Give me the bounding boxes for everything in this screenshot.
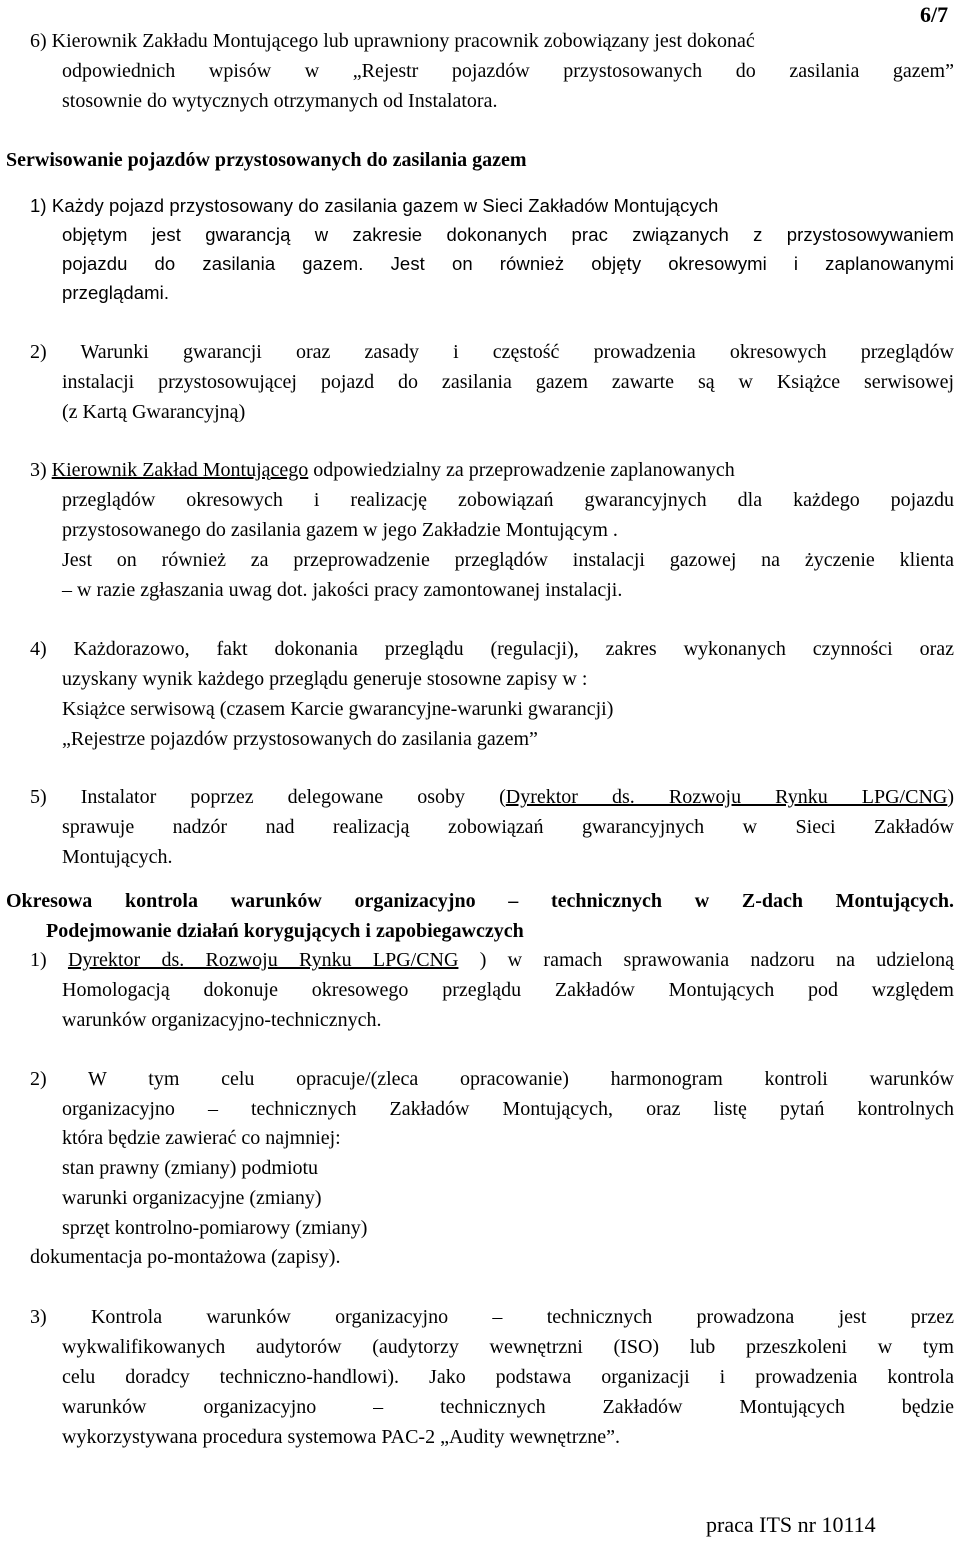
s2-paragraph-2-line-3: która będzie zawierać co najmniej: <box>62 1127 341 1149</box>
s2-p1-prefix: 1) <box>30 949 68 971</box>
paragraph-6-line-1: 6) Kierownik Zakładu Montującego lub uprawniony pracownik zobowiązany jest dokonać <box>30 30 755 52</box>
s1-paragraph-3-line-2: przeglądów okresowych i realizację zobowiązań gwarancyjnych dla każdego pojazdu <box>62 489 954 511</box>
s2-paragraph-2-line-2: organizacyjno – technicznych Zakładów Montujących, oraz listę pytań kontrolnych <box>62 1098 954 1120</box>
s1-p3-prefix: 3) <box>30 459 52 481</box>
s2-paragraph-1-line-1 <box>30 949 954 972</box>
s2-paragraph-1-line-3: warunków organizacyjno-technicznych. <box>62 1009 382 1031</box>
s2-paragraph-3-line-1: 3) Kontrola warunków organizacyjno – technicznych prowadzona jest przez <box>30 1306 954 1328</box>
s1-p5-underlined-role: Dyrektor ds. Rozwoju Rynku LPG/CNG <box>505 786 948 808</box>
s1-p5-prefix: 5) Instalator poprzez delegowane osoby ( <box>30 786 506 808</box>
section-heading-servicing: Serwisowanie pojazdów przystosowanych do zasilania gazem <box>6 149 527 171</box>
s1-paragraph-4-line-3: Książce serwisową (czasem Karcie gwarancyjne-warunki gwarancji) <box>62 698 614 720</box>
s2-paragraph-1-line-2: Homologacją dokonuje okresowego przeglądu Zakładów Montujących pod względem <box>62 979 954 1001</box>
s1-paragraph-5-line-1 <box>30 786 954 809</box>
s1-paragraph-1-line-4: przeglądami. <box>62 282 170 303</box>
s2-paragraph-2-line-1: 2) W tym celu opracuje/(zleca opracowanie) harmonogram kontroli warunków <box>30 1068 954 1090</box>
footer-work-number: praca ITS nr 10114 <box>706 1512 876 1537</box>
s1-paragraph-1-line-1: 1) Każdy pojazd przystosowany do zasilania gazem w Sieci Zakładów Montujących <box>30 195 719 216</box>
s2-p1-rest: ) w ramach sprawowania nadzoru na udzieloną <box>458 949 954 971</box>
paragraph-6-line-2: odpowiednich wpisów w „Rejestr pojazdów przystosowanych do zasilania gazem” <box>62 60 954 82</box>
s1-paragraph-5-line-2: sprawuje nadzór nad realizacją zobowiązań gwarancyjnych w Sieci Zakładów <box>62 816 954 838</box>
s1-paragraph-3-line-5: – w razie zgłaszania uwag dot. jakości pracy zamontowanej instalacji. <box>62 579 623 601</box>
s1-p3-rest: odpowiedzialny za przeprowadzenie zaplanowanych <box>308 459 735 481</box>
s1-paragraph-1-line-3: pojazdu do zasilania gazem. Jest on również objęty okresowymi i zaplanowanymi <box>62 253 954 274</box>
s1-paragraph-1-line-2: objętym jest gwarancją w zakresie dokonanych prac związanych z przystosowywaniem <box>62 224 954 245</box>
paragraph-6-line-3: stosownie do wytycznych otrzymanych od Instalatora. <box>62 90 498 112</box>
s1-paragraph-5-line-3: Montujących. <box>62 846 173 868</box>
s2-paragraph-3-line-2: wykwalifikowanych audytorów (audytorzy wewnętrzni (ISO) lub przeszkoleni w tym <box>62 1336 954 1358</box>
s2-paragraph-3-line-4: warunków organizacyjno – technicznych Zakładów Montujących będzie <box>62 1396 954 1418</box>
s2-p1-underlined-role: Dyrektor ds. Rozwoju Rynku LPG/CNG <box>67 949 459 971</box>
s1-paragraph-2-line-3: (z Kartą Gwarancyjną) <box>62 401 246 423</box>
s1-paragraph-3-line-4: Jest on również za przeprowadzenie przeglądów instalacji gazowej na życzenie klienta <box>62 549 954 571</box>
s1-paragraph-2-line-2: instalacji przystosowującej pojazd do zasilania gazem zawarte są w Książce serwisowej <box>62 371 954 393</box>
s1-paragraph-2-line-1: 2) Warunki gwarancji oraz zasady i częstość prowadzenia okresowych przeglądów <box>30 341 954 363</box>
s1-paragraph-4-line-2: uzyskany wynik każdego przeglądu generuje stosowne zapisy w : <box>62 668 588 690</box>
s1-p3-underlined-role: Kierownik Zakład Montującego <box>51 459 309 481</box>
s1-paragraph-3-line-1 <box>30 459 735 482</box>
s2-list-item: sprzęt kontrolno-pomiarowy (zmiany) <box>62 1217 368 1239</box>
section-subheading-corrective: Podejmowanie działań korygujących i zapobiegawczych <box>46 920 524 942</box>
s1-paragraph-4-line-4: „Rejestrze pojazdów przystosowanych do zasilania gazem” <box>62 728 538 750</box>
s2-list-item: warunki organizacyjne (zmiany) <box>62 1187 322 1209</box>
s2-list-item: dokumentacja po-montażowa (zapisy). <box>30 1246 341 1268</box>
s2-paragraph-3-line-3: celu doradcy techniczno-handlowi). Jako podstawa organizacji i prowadzenia kontrola <box>62 1366 954 1388</box>
s1-p5-suffix: ) <box>947 786 954 808</box>
section-heading-control: Okresowa kontrola warunków organizacyjno – technicznych w Z-dach Montujących. <box>6 890 954 912</box>
s2-list-item: stan prawny (zmiany) podmiotu <box>62 1157 319 1179</box>
s1-paragraph-3-line-3: przystosowanego do zasilania gazem w jego Zakładzie Montującym . <box>62 519 618 541</box>
s2-paragraph-3-line-5: wykorzystywana procedura systemowa PAC-2 „Audity wewnętrzne”. <box>62 1426 620 1448</box>
s1-paragraph-4-line-1: 4) Każdorazowo, fakt dokonania przeglądu (regulacji), zakres wykonanych czynności oraz <box>30 638 954 660</box>
page-number: 6/7 <box>920 2 949 27</box>
